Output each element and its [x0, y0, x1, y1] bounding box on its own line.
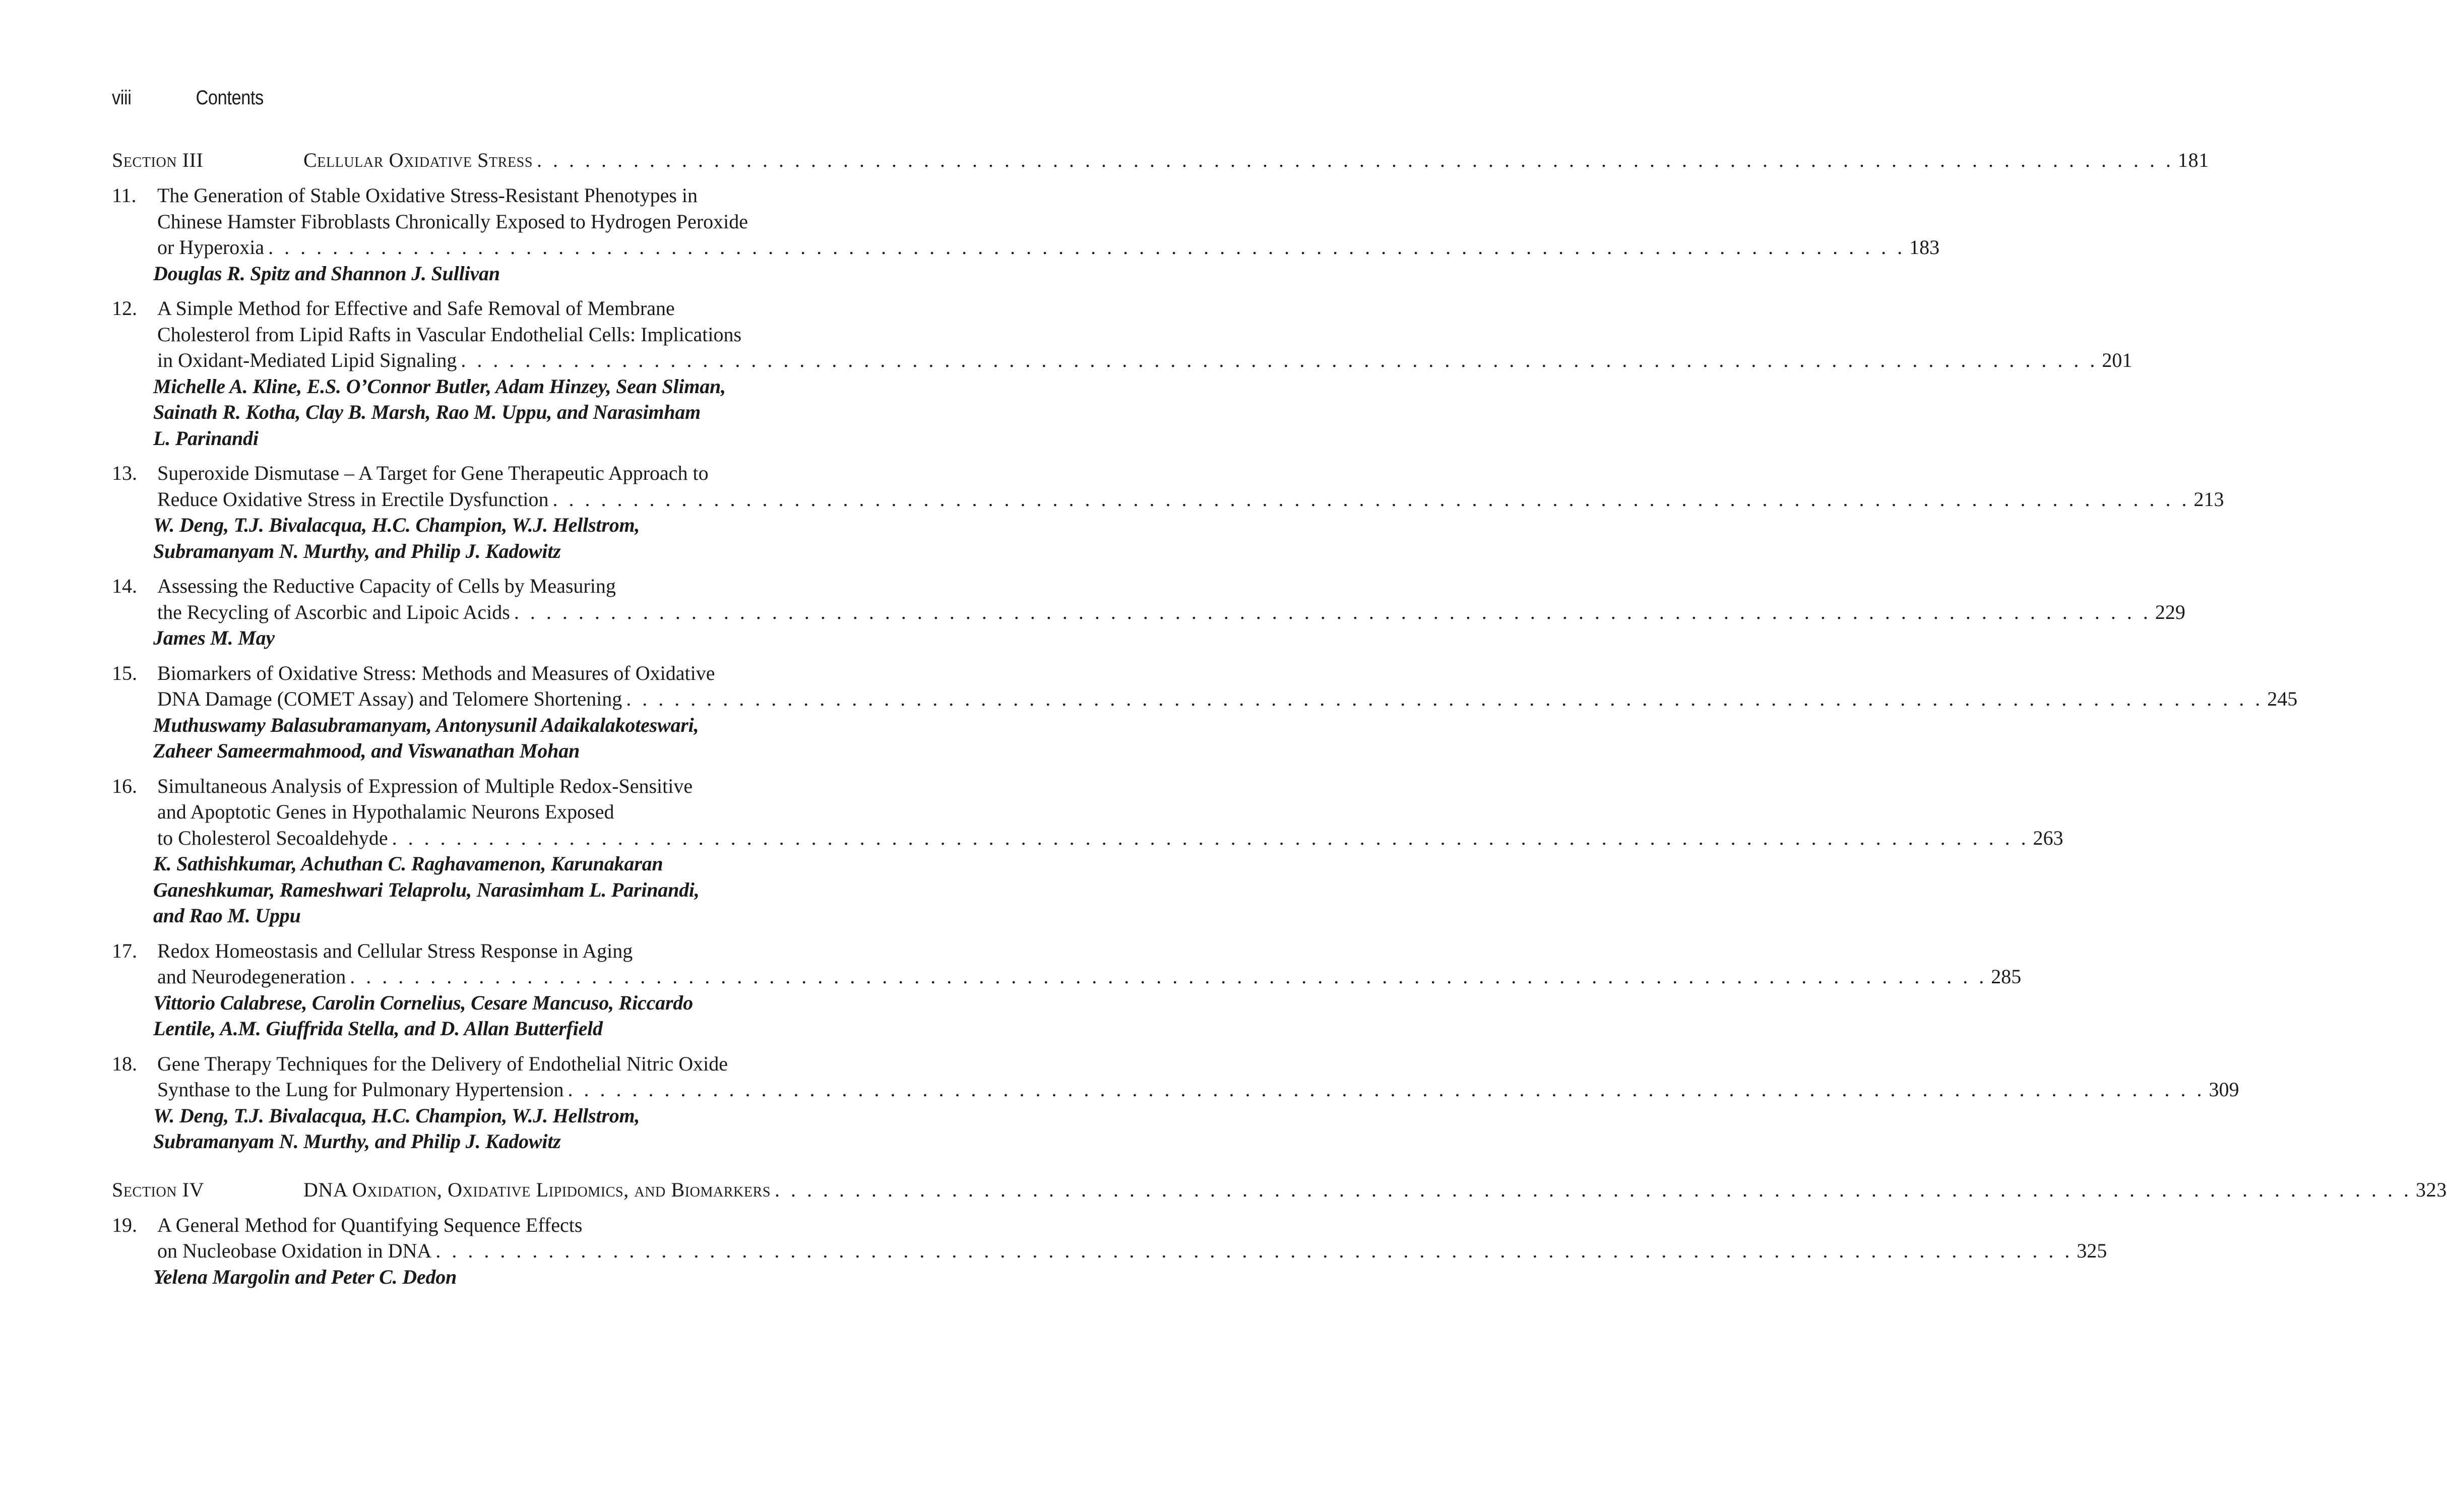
chapter-title-last-line: [157, 347, 2132, 373]
chapter-body: [153, 660, 2298, 764]
chapter-page-number: 183: [1909, 236, 1940, 259]
chapter-title-last-line: [157, 964, 2022, 990]
dot-leader: [264, 234, 1909, 261]
chapter-number: 19.: [112, 1213, 137, 1236]
chapter-page-number: 213: [2193, 487, 2224, 511]
chapter-entry: [112, 573, 2185, 651]
chapter-number: 17.: [112, 939, 137, 962]
chapter-authors: W. Deng, T.J. Bivalacqua, H.C. Champion, W.J. Hellstrom, Subramanyam N. Murthy, and Philip J. Kadowitz: [153, 1104, 640, 1153]
dot-leader: [388, 825, 2033, 851]
chapter-title-line: in Oxidant-Mediated Lipid Signaling: [157, 349, 457, 371]
chapter-title-line: and Neurodegeneration: [157, 965, 346, 988]
chapter-title-line: Assessing the Reductive Capacity of Cells by Measuring: [157, 575, 616, 597]
chapter-authors: K. Sathishkumar, Achuthan C. Raghavamenon, Karunakaran Ganeshkumar, Rameshwari Telaprolu, Narasimham L. Parinandi, and Rao M. Uppu: [153, 852, 700, 927]
chapter-body: [153, 1051, 2239, 1155]
chapter-title-line: the Recycling of Ascorbic and Lipoic Acids: [157, 600, 510, 623]
running-header: [112, 87, 264, 109]
chapter-authors: Yelena Margolin and Peter C. Dedon: [153, 1265, 457, 1288]
chapter-number: 18.: [112, 1052, 137, 1075]
chapter-body: [153, 938, 2022, 1042]
chapter-title-line: Superoxide Dismutase – A Target for Gene Therapeutic Approach to: [157, 462, 709, 484]
dot-leader: [533, 147, 2178, 173]
chapter-authors: James M. May: [153, 626, 275, 649]
chapter-title-line: Redox Homeostasis and Cellular Stress Response in Aging: [157, 939, 633, 962]
chapter-number: 12.: [112, 297, 137, 320]
chapter-entry: [112, 182, 1940, 286]
chapter-entry: [112, 460, 2224, 564]
page-folio: viii: [112, 87, 132, 109]
chapter-number: 11.: [112, 184, 137, 207]
dot-leader: [564, 1077, 2209, 1103]
chapter-page-number: 263: [2033, 826, 2063, 849]
chapter-page-number: 285: [1991, 965, 2022, 988]
chapter-entry: [112, 1051, 2239, 1155]
chapter-number: 16.: [112, 774, 137, 797]
chapter-entry: [112, 938, 2022, 1042]
chapter-title-last-line: [157, 825, 2063, 851]
chapter-number: 15.: [112, 661, 137, 684]
chapter-authors: Muthuswamy Balasubramanyam, Antonysunil Adaikalakoteswari, Zaheer Sameermahmood, and Viswanathan Mohan: [153, 713, 699, 762]
dot-leader: [771, 1177, 2416, 1203]
chapter-authors: Douglas R. Spitz and Shannon J. Sullivan: [153, 262, 500, 285]
section-heading: [112, 147, 2209, 173]
chapter-title-line: A Simple Method for Effective and Safe Removal of Membrane: [157, 297, 675, 320]
section-title: Cellular Oxidative Stress: [303, 149, 533, 171]
chapter-title-line: Simultaneous Analysis of Expression of Multiple Redox-Sensitive: [157, 774, 693, 797]
chapter-title-line: on Nucleobase Oxidation in DNA: [157, 1239, 432, 1262]
chapter-page-number: 229: [2155, 600, 2185, 623]
section-label: Section IV: [112, 1178, 205, 1201]
dot-leader: [457, 347, 2102, 373]
chapter-page-number: 325: [2077, 1239, 2107, 1262]
chapter-body: [153, 295, 2132, 451]
section-page-number: 181: [2178, 149, 2209, 171]
chapter-title-line: Synthase to the Lung for Pulmonary Hypertension: [157, 1078, 564, 1101]
chapter-title-line: Biomarkers of Oxidative Stress: Methods and Measures of Oxidative: [157, 661, 715, 684]
dot-leader: [548, 486, 2193, 513]
table-of-contents: [112, 147, 2447, 1290]
chapter-entry: [112, 1212, 2107, 1290]
section-title: DNA Oxidation, Oxidative Lipidomics, and Biomarkers: [303, 1178, 771, 1201]
chapter-title-line: The Generation of Stable Oxidative Stress-Resistant Phenotypes in: [157, 184, 698, 207]
chapter-title-line: to Cholesterol Secoaldehyde: [157, 826, 388, 849]
dot-leader: [431, 1238, 2077, 1264]
section-label: Section III: [112, 149, 204, 171]
chapter-authors: Michelle A. Kline, E.S. O’Connor Butler, Adam Hinzey, Sean Sliman, Sainath R. Kotha, Clay B. Marsh, Rao M. Uppu, and Narasimham L. Parinandi: [153, 374, 726, 450]
section-page-number: 323: [2416, 1178, 2447, 1201]
dot-leader: [346, 964, 1991, 990]
chapter-entry: [112, 773, 2063, 929]
chapter-title-line: Reduce Oxidative Stress in Erectile Dysfunction: [157, 487, 549, 511]
chapter-body: [153, 460, 2224, 564]
chapter-title-last-line: [157, 234, 1940, 261]
chapter-title-line: Chinese Hamster Fibroblasts Chronically Exposed to Hydrogen Peroxide: [157, 210, 748, 233]
chapter-body: [153, 773, 2063, 929]
dot-leader: [510, 599, 2155, 625]
chapter-authors: W. Deng, T.J. Bivalacqua, H.C. Champion, W.J. Hellstrom, Subramanyam N. Murthy, and Philip J. Kadowitz: [153, 514, 640, 562]
chapter-title-line: or Hyperoxia: [157, 236, 265, 259]
chapter-body: [153, 1212, 2107, 1290]
chapter-title-last-line: [157, 1238, 2107, 1264]
chapter-number: 13.: [112, 462, 137, 484]
chapter-title-last-line: [157, 1077, 2239, 1103]
section-heading: [112, 1177, 2447, 1203]
chapter-entry: [112, 660, 2298, 764]
chapter-page-number: 309: [2209, 1078, 2239, 1101]
chapter-number: 14.: [112, 575, 137, 597]
chapter-authors: Vittorio Calabrese, Carolin Cornelius, Cesare Mancuso, Riccardo Lentile, A.M. Giuffrida Stella, and D. Allan Butterfield: [153, 991, 693, 1040]
chapter-page-number: 245: [2267, 687, 2298, 710]
chapter-entry: [112, 295, 2132, 451]
chapter-title-line: Gene Therapy Techniques for the Delivery of Endothelial Nitric Oxide: [157, 1052, 728, 1075]
chapter-title-last-line: [157, 599, 2185, 625]
chapter-title-line: and Apoptotic Genes in Hypothalamic Neurons Exposed: [157, 800, 614, 823]
dot-leader: [622, 686, 2267, 712]
chapter-page-number: 201: [2102, 349, 2132, 371]
chapter-title-last-line: [157, 486, 2224, 513]
chapter-body: [153, 573, 2185, 651]
chapter-title-line: DNA Damage (COMET Assay) and Telomere Shortening: [157, 687, 622, 710]
chapter-title-last-line: [157, 686, 2298, 712]
chapter-title-line: Cholesterol from Lipid Rafts in Vascular Endothelial Cells: Implications: [157, 323, 742, 346]
running-title: Contents: [196, 87, 264, 109]
chapter-title-line: A General Method for Quantifying Sequence Effects: [157, 1213, 583, 1236]
chapter-body: [153, 182, 1940, 286]
